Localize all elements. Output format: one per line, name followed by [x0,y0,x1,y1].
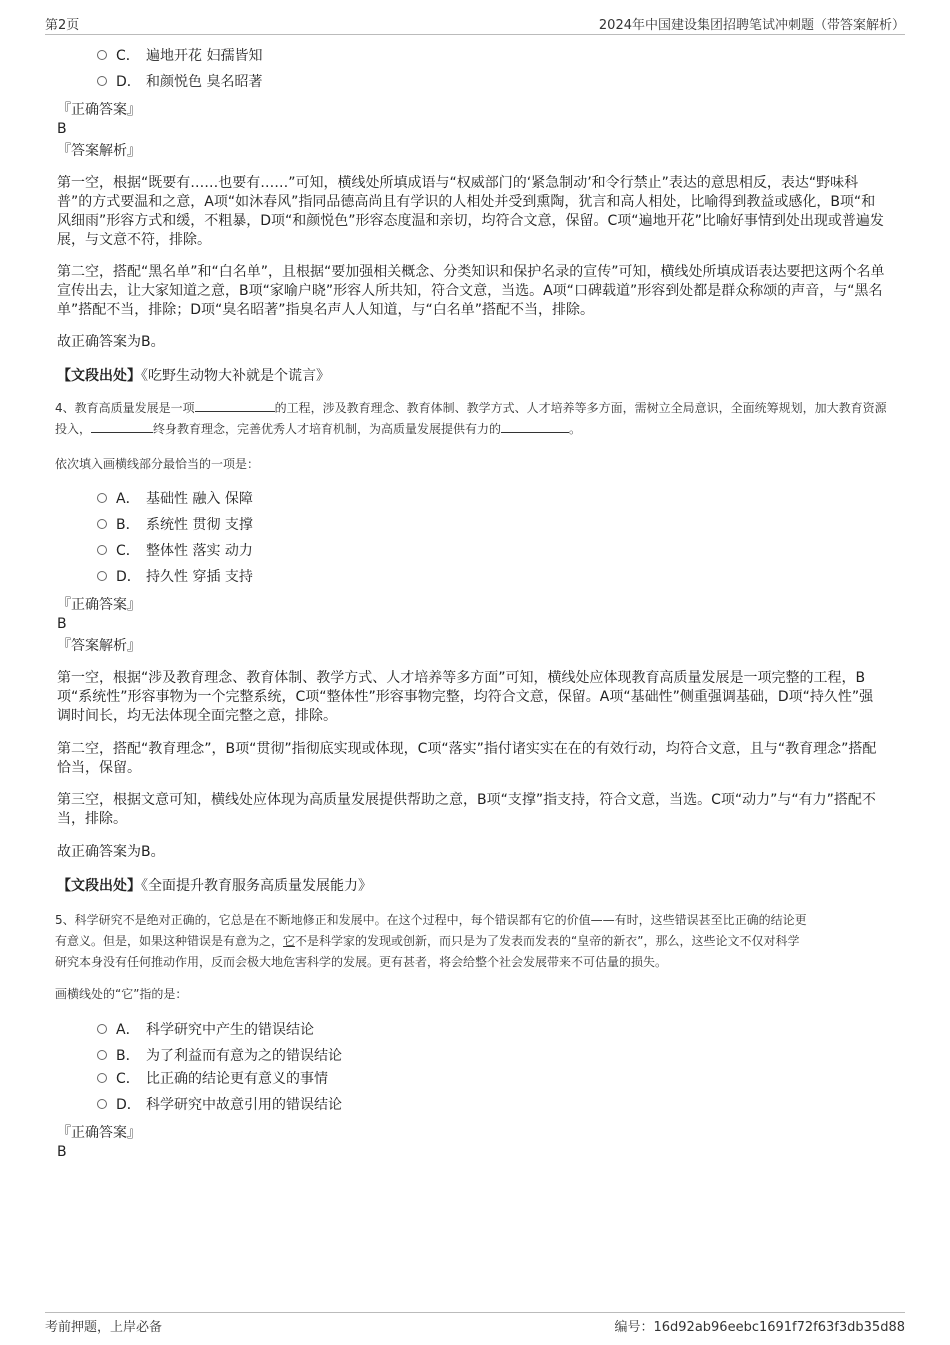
radio-icon[interactable] [97,519,107,529]
q5-answer: B [57,1144,67,1160]
document-title: 2024年中国建设集团招聘笔试冲刺题（带答案解析） [598,18,905,33]
page-number: 第2页 [45,18,80,33]
q4-answer: B [57,616,67,632]
blank-1 [195,399,275,412]
q5-stem: 5、科学研究不是绝对正确的，它总是在不断地修正和发展中。在这个过程中，每个错误都有它的价值——有时，这些错误甚至比正确的结论更 有意义。但是，如果这种错误是有意为之，它不是科学家的发现或创新，而只是为了发表而发表的“皇帝的新衣”，那么，这些论文不仅对科学 研究本身没有任何推动作用，反而会极大地危害科学的发展。更有甚者，将会给整个社会发展带来不可估量的损失。 [55,913,807,969]
q3-option-d[interactable]: D． 和颜悦色 臭名昭著 [97,72,262,92]
q4-option-a[interactable]: A． 基础性 融入 保障 [97,489,253,509]
source-title: 《全面提升教育服务高质量发展能力》 [141,878,372,894]
q4-option-d[interactable]: D． 持久性 穿插 支持 [97,567,253,587]
q3-analysis-paragraph: 第二空，搭配“黑名单”和“白名单”，且根据“要加强相关概念、分类知识和保护名录的宣传”可知，横线处所填成语表达要把这两个名单宣传出去，让大家知道之意，B项“家喻户晓”形容人所共知，符合文意，当选。A项“口碑载道”形容到处都是群众称颂的声音，与“黑名单”搭配不当，排除；D项“臭名昭著”指臭名声人人知道，与“白名单”搭配不当，排除。 [57,264,885,318]
document-code: 编号：16d92ab96eebc1691f72f63f3db35d88 [614,1320,905,1335]
radio-icon[interactable] [97,1024,107,1034]
source-label: 【文段出处】 [57,878,141,894]
source-label: 【文段出处】 [57,368,141,384]
blank-3 [501,420,569,433]
q4-analysis-paragraph: 第二空，搭配“教育理念”，B项“贯彻”指彻底实现或体现，C项“落实”指付诸实实在在的有效行动，均符合文意，且与“教育理念”搭配恰当，保留。 [57,741,877,776]
q5-option-b[interactable]: B． 为了利益而有意为之的错误结论 [97,1046,342,1066]
q3-conclusion: 故正确答案为B。 [57,334,165,350]
q4-option-c[interactable]: C． 整体性 落实 动力 [97,541,253,561]
q3-answer-label: 『正确答案』 [57,102,141,118]
blank-2 [91,420,153,433]
q5-option-d[interactable]: D． 科学研究中故意引用的错误结论 [97,1095,342,1115]
q4-option-b[interactable]: B． 系统性 贯彻 支撑 [97,515,253,535]
q4-source [57,876,372,896]
q3-option-c[interactable]: C． 遍地开花 妇孺皆知 [97,46,262,66]
q4-analysis-paragraph: 第一空，根据“涉及教育理念、教育体制、教学方式、人才培养等多方面”可知，横线处应体现教育高质量发展是一项完整的工程，B项“系统性”形容事物为一个完整系统，C项“整体性”形容事物完整，均符合文意，保留。A项“基础性”侧重强调基础，D项“持久性”强调时间长，均无法体现全面完整之意，排除。 [57,670,874,724]
q5-answer-label: 『正确答案』 [57,1125,141,1141]
footer-slogan: 考前押题，上岸必备 [45,1320,163,1335]
q5-option-a[interactable]: A． 科学研究中产生的错误结论 [97,1020,314,1040]
radio-icon[interactable] [97,1050,107,1060]
q4-analysis-label: 『答案解析』 [57,638,141,654]
q5-option-c[interactable]: C． 比正确的结论更有意义的事情 [97,1069,328,1089]
page-footer [45,1312,905,1339]
source-title: 《吃野生动物大补就是个谎言》 [141,368,330,384]
q4-conclusion: 故正确答案为B。 [57,844,165,860]
radio-icon[interactable] [97,76,107,86]
q3-analysis-paragraph: 第一空，根据“既要有……也要有……”可知，横线处所填成语与“权威部门的‘紧急制动’和令行禁止”表达的意思相反，表达“野味科普”的方式要温和之意，A项“如沐春风”指同品德高尚且有学识的人相处并受到熏陶，犹言和高人相处，比喻得到教益或感化，B项“和风细雨”形容方式和缓，不粗暴，D项“和颜悦色”形容态度温和亲切，均符合文意，保留。C项“遍地开花”比喻好事情到处出现或普遍发展，与文意不符，排除。 [57,175,884,248]
q4-prompt: 依次填入画横线部分最恰当的一项是： [55,457,260,471]
radio-icon[interactable] [97,493,107,503]
radio-icon[interactable] [97,571,107,581]
underlined-word: 它 [283,934,296,948]
q4-analysis-paragraph: 第三空，根据文意可知，横线处应体现为高质量发展提供帮助之意，B项“支撑”指支持，符合文意，当选。C项“动力”与“有力”搭配不当，排除。 [57,792,876,827]
radio-icon[interactable] [97,1073,107,1083]
radio-icon[interactable] [97,1099,107,1109]
page-header [45,12,905,35]
radio-icon[interactable] [97,50,107,60]
q3-answer: B [57,121,67,137]
q4-stem: 4、教育高质量发展是一项 的工程，涉及教育理念、教育体制、教学方式、人才培养等多方面，需树立全局意识，全面统筹规划，加大教育资源投入， 终身教育理念，完善优秀人才培育机制，为高质量发展提供有力的 。 [55,401,887,436]
q5-prompt: 画横线处的“它”指的是： [55,987,188,1001]
q3-analysis-label: 『答案解析』 [57,143,141,159]
radio-icon[interactable] [97,545,107,555]
q4-answer-label: 『正确答案』 [57,597,141,613]
q3-source [57,366,330,386]
